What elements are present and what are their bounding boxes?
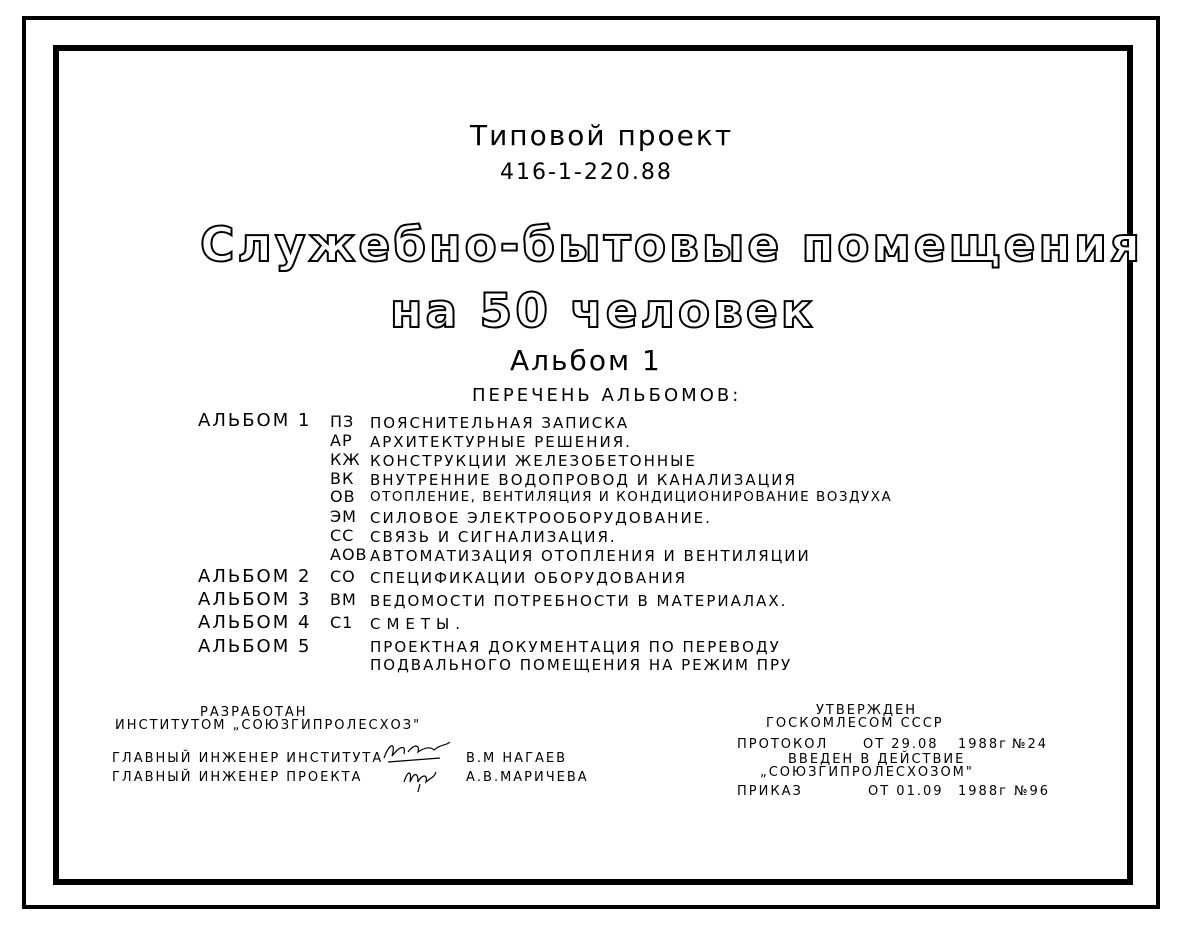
protocol-year: 1988г [958,737,1008,752]
title-line-2: на 50 человек [390,284,816,339]
album-5-label: АЛЬБОМ 5 [198,636,312,657]
signature-chief-project [400,764,440,794]
album-3-label: АЛЬБОМ 3 [198,589,312,610]
chief-project-role: ГЛАВНЫЙ ИНЖЕНЕР ПРОЕКТА [112,770,363,785]
album-code: ВК [330,469,355,488]
album-item: ВЕДОМОСТИ ПОТРЕБНОСТИ В МАТЕРИАЛАХ. [370,592,788,610]
order-year: 1988г [958,784,1008,799]
album-item: СВЯЗЬ И СИГНАЛИЗАЦИЯ. [370,528,617,546]
protocol-label: ПРОТОКОЛ [737,737,829,752]
signature-chief-institute [380,738,455,766]
order-label: ПРИКАЗ [737,784,803,799]
album-item: СИЛОВОЕ ЭЛЕКТРООБОРУДОВАНИЕ. [370,509,712,527]
order-date: ОТ 01.09 [868,784,944,799]
album-item: ПОДВАЛЬНОГО ПОМЕЩЕНИЯ НА РЕЖИМ ПРУ [370,656,793,674]
protocol-date: ОТ 29.08 [863,737,939,752]
album-1-label: АЛЬБОМ 1 [198,410,312,431]
enacted-line-1: ВВЕДЕН В ДЕЙСТВИЕ [788,752,966,767]
developer-line-2: ИНСТИТУТОМ „СОЮЗГИПРОЛЕСХОЗ" [115,718,422,733]
album-4-label: АЛЬБОМ 4 [198,612,312,633]
album-item: ПРОЕКТНАЯ ДОКУМЕНТАЦИЯ ПО ПЕРЕВОДУ [370,638,781,656]
album-code: С1 [330,613,354,632]
album-item: АРХИТЕКТУРНЫЕ РЕШЕНИЯ. [370,433,632,451]
album-code: КЖ [330,450,361,469]
album-code: СС [330,526,355,545]
album-label: Альбом 1 [510,344,662,377]
album-code: ПЗ [330,412,355,431]
album-code: ВМ [330,590,357,609]
album-2-label: АЛЬБОМ 2 [198,566,312,587]
album-item: ПОЯСНИТЕЛЬНАЯ ЗАПИСКА [370,414,630,432]
protocol-number: №24 [1012,737,1049,752]
chief-institute-role: ГЛАВНЫЙ ИНЖЕНЕР ИНСТИТУТА [112,751,384,766]
approval-line-2: ГОСКОМЛЕСОМ СССР [766,716,944,731]
album-item: КОНСТРУКЦИИ ЖЕЛЕЗОБЕТОННЫЕ [370,452,697,470]
developer-line-1: РАЗРАБОТАН [200,705,308,720]
album-code: СО [330,567,356,586]
chief-institute-name: В.М НАГАЕВ [466,751,568,766]
album-item: ОТОПЛЕНИЕ, ВЕНТИЛЯЦИЯ И КОНДИЦИОНИРОВАНИЕ ВОЗДУХА [370,489,893,505]
album-item: АВТОМАТИЗАЦИЯ ОТОПЛЕНИЯ И ВЕНТИЛЯЦИИ [370,547,811,565]
album-code: АР [330,431,353,450]
approval-line-1: УТВЕРЖДЕН [816,703,917,718]
title-line-1: Служебно-бытовые помещения [200,218,1144,273]
order-number: №96 [1014,784,1051,799]
album-code: ОВ [330,487,356,506]
album-item: СПЕЦИФИКАЦИИ ОБОРУДОВАНИЯ [370,569,688,587]
album-item: СМЕТЫ. [370,615,467,633]
project-type: Типовой проект [470,119,734,152]
enacted-line-2: „СОЮЗГИПРОЛЕСХОЗОМ" [760,765,974,780]
album-code: ЭМ [330,507,357,526]
albums-list-heading: ПЕРЕЧЕНЬ АЛЬБОМОВ: [472,385,742,406]
album-code: АОВ [330,545,368,564]
album-item: ВНУТРЕННИЕ ВОДОПРОВОД И КАНАЛИЗАЦИЯ [370,471,797,489]
chief-project-name: А.В.МАРИЧЕВА [466,770,589,785]
project-number: 416-1-220.88 [500,160,673,185]
